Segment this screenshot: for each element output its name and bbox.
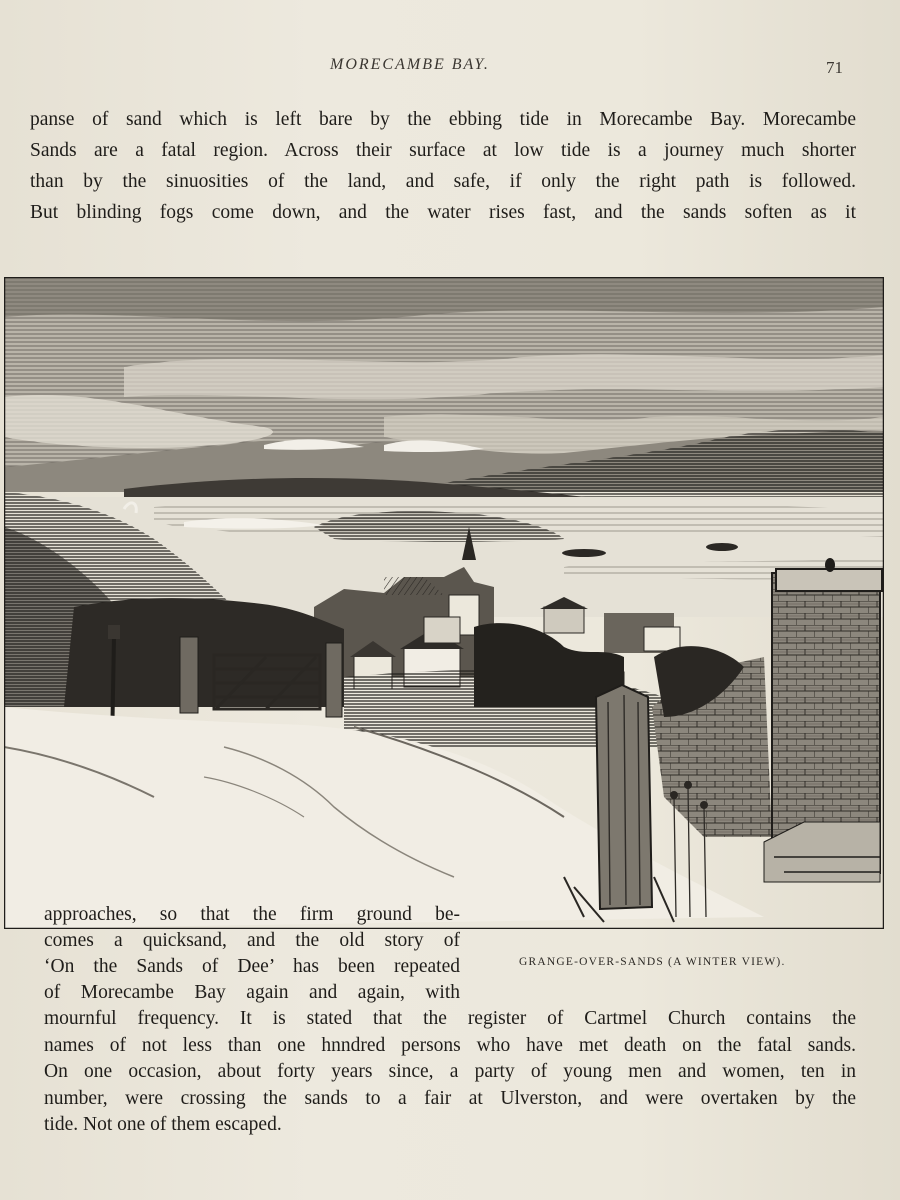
text-line: than by the sinuosities of the land, and safe, if only the right path is followed. [30,171,856,192]
running-head: MORECAMBE BAY. [330,56,490,73]
figure-caption: GRANGE-OVER-SANDS (A WINTER VIEW). [519,956,786,968]
page-number: 71 [826,58,843,77]
engraving-illustration [4,277,884,929]
paragraph-top [30,104,856,228]
paragraph-bottom [44,1006,856,1139]
text-line: names of not less than one hnndred persons who have met death on the fatal sands. [44,1034,856,1056]
text-line: But blinding fogs come down, and the water rises fast, and the sands soften as it [30,202,856,223]
text-line: approaches, so that the firm ground be- [44,904,460,925]
text-line: ‘On the Sands of Dee’ has been repeated [44,956,460,977]
text-line: tide. Not one of them escaped. [44,1114,282,1135]
text-line: On one occasion, about forty years since, a party of young men and women, ten in [44,1061,856,1082]
paragraph-wrapped [44,902,460,1006]
text-line: mournful frequency. It is stated that the register of Cartmel Church contains the [44,1008,856,1029]
text-line: number, were crossing the sands to a fair at Ulverston, and were overtaken by the [44,1087,856,1109]
text-line: comes a quicksand, and the old story of [44,930,460,951]
text-line: Sands are a fatal region. Across their surface at low tide is a journey much shorter [30,140,856,161]
text-line: of Morecambe Bay again and again, with [44,982,460,1003]
text-line: panse of sand which is left bare by the ebbing tide in Morecambe Bay. Morecambe [30,109,856,130]
